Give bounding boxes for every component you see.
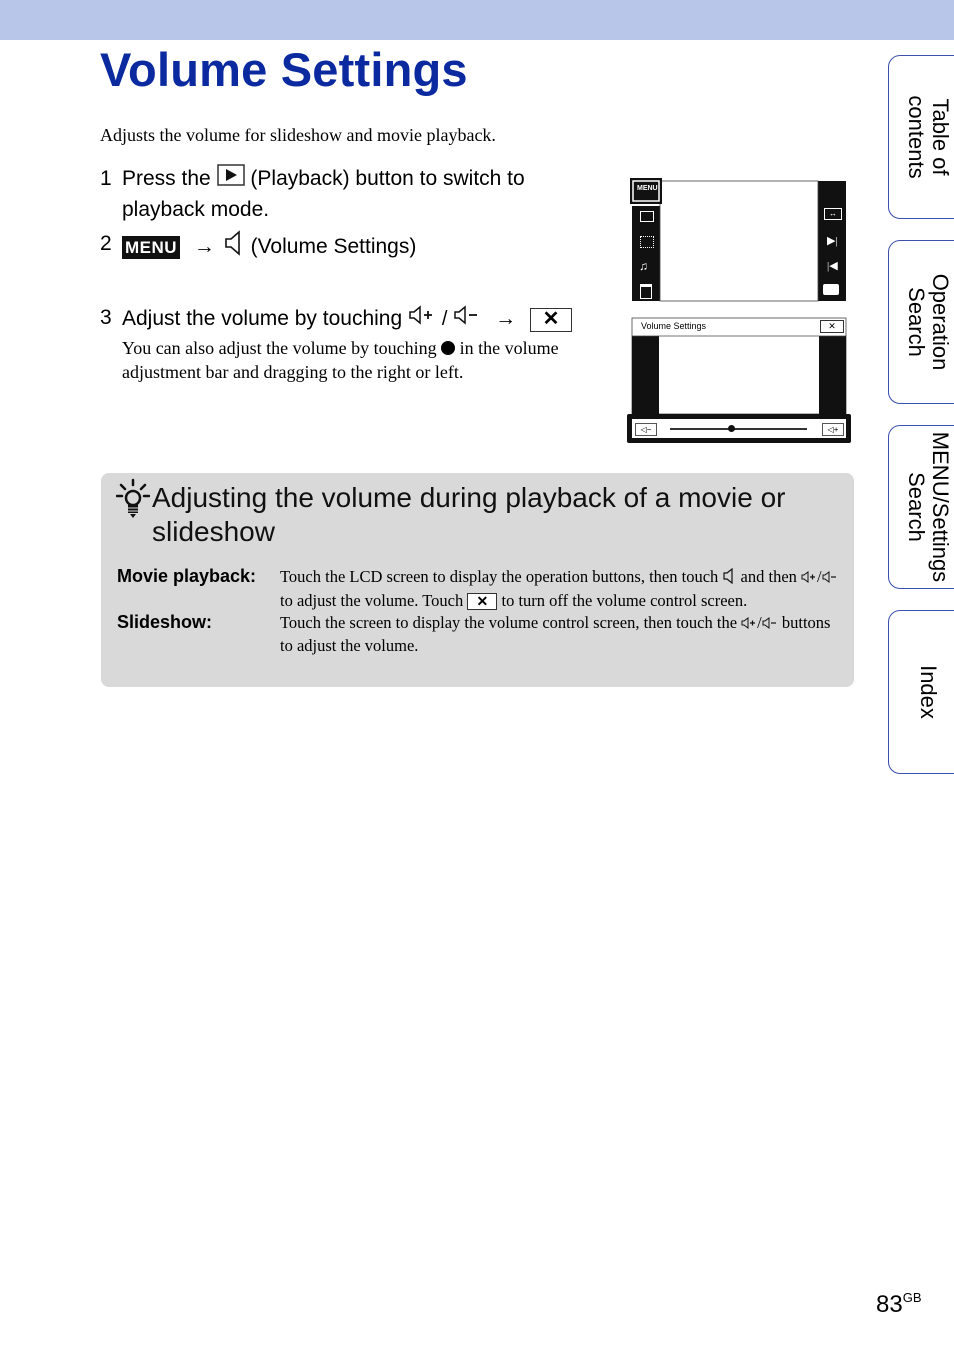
desc-text: buttons to adjust the volume. bbox=[280, 613, 831, 655]
desc-text: to turn off the volume control screen. bbox=[501, 590, 748, 610]
step-number: 1 bbox=[100, 167, 112, 190]
desc-slideshow bbox=[280, 612, 840, 656]
arrow-icon: → bbox=[193, 235, 215, 259]
arrow-icon: → bbox=[495, 307, 517, 331]
index-icon[interactable] bbox=[640, 211, 654, 222]
desc-text: to adjust the volume. Touch bbox=[280, 590, 464, 610]
slash-separator: / bbox=[441, 308, 448, 331]
step-body bbox=[122, 229, 416, 266]
page-number bbox=[876, 1290, 922, 1319]
camera-icon[interactable] bbox=[823, 284, 839, 295]
slider-knob-icon bbox=[441, 341, 455, 355]
volume-down-icon bbox=[453, 303, 481, 336]
tab-operation-search[interactable] bbox=[888, 240, 954, 404]
step-text: Press the bbox=[122, 167, 211, 191]
previous-icon[interactable]: |◀ bbox=[827, 260, 838, 272]
tab-table-of-contents[interactable] bbox=[888, 55, 954, 219]
speaker-icon bbox=[722, 567, 736, 590]
slash-separator: / bbox=[817, 567, 822, 586]
hint-box bbox=[101, 473, 854, 687]
slideshow-music-icon[interactable]: ♫ bbox=[639, 259, 648, 273]
step-body bbox=[122, 164, 525, 225]
hint-bulb-icon bbox=[116, 477, 150, 524]
tab-label: Index bbox=[916, 665, 941, 719]
step-text: Adjust the volume by touching bbox=[122, 307, 403, 331]
step-text: (Playback) button to switch to bbox=[250, 167, 525, 191]
term-slideshow: Slideshow: bbox=[117, 612, 213, 632]
page-number-value: 83 bbox=[876, 1291, 903, 1318]
next-icon[interactable]: ▶| bbox=[827, 235, 838, 247]
step-body bbox=[122, 303, 572, 336]
menu-button[interactable]: MENU bbox=[637, 185, 658, 192]
rotate-icon[interactable]: ↔ bbox=[824, 208, 842, 220]
hint-title: Adjusting the volume during playback of a movie or slideshow bbox=[152, 482, 786, 547]
desc-movie-playback bbox=[280, 566, 840, 611]
volume-up-icon bbox=[801, 568, 817, 589]
tab-label: Operation Search bbox=[904, 273, 953, 371]
top-color-bar bbox=[0, 0, 954, 40]
speaker-icon bbox=[223, 229, 245, 266]
tab-menu-settings-search[interactable] bbox=[888, 425, 954, 589]
grid-icon[interactable] bbox=[640, 236, 654, 248]
volume-down-icon bbox=[762, 614, 778, 635]
volume-down-button[interactable]: ◁− bbox=[635, 423, 657, 436]
tab-index[interactable] bbox=[888, 610, 954, 774]
trash-icon[interactable] bbox=[640, 284, 652, 299]
desc-text: and then bbox=[740, 567, 797, 586]
screen-title: Volume Settings bbox=[641, 321, 707, 331]
page-number-suffix: GB bbox=[902, 1290, 922, 1305]
intro-text: Adjusts the volume for slideshow and movie playback. bbox=[100, 125, 496, 145]
step-number: 3 bbox=[100, 306, 112, 329]
volume-slider-track[interactable] bbox=[670, 428, 807, 430]
playback-menu-screen bbox=[630, 178, 848, 302]
note-text: in the volume adjustment bar and dragging to the right or left. bbox=[122, 338, 559, 382]
step-3-note bbox=[122, 336, 612, 384]
desc-text: Touch the LCD screen to display the operation buttons, then touch bbox=[280, 567, 719, 586]
menu-icon: MENU bbox=[122, 236, 180, 259]
volume-up-icon bbox=[741, 614, 757, 635]
close-icon: ✕ bbox=[467, 593, 497, 610]
volume-up-button[interactable]: ◁+ bbox=[822, 423, 844, 436]
volume-down-icon bbox=[822, 568, 838, 589]
close-button[interactable]: ✕ bbox=[820, 320, 844, 333]
slash-separator: / bbox=[757, 613, 762, 632]
volume-up-icon bbox=[408, 303, 436, 336]
step-text: playback mode. bbox=[122, 198, 270, 221]
note-text: You can also adjust the volume by touching bbox=[122, 338, 437, 358]
close-icon: ✕ bbox=[530, 308, 572, 332]
tab-label: MENU/Settings Search bbox=[904, 431, 953, 583]
step-number: 2 bbox=[100, 232, 112, 255]
step-text: (Volume Settings) bbox=[250, 235, 417, 259]
volume-settings-screen bbox=[626, 316, 852, 444]
playback-icon bbox=[217, 164, 245, 195]
page-title: Volume Settings bbox=[100, 43, 468, 96]
term-movie-playback: Movie playback: bbox=[117, 566, 257, 586]
desc-text: Touch the screen to display the volume control screen, then touch the bbox=[280, 613, 738, 632]
tab-label: Table of contents bbox=[904, 95, 953, 179]
